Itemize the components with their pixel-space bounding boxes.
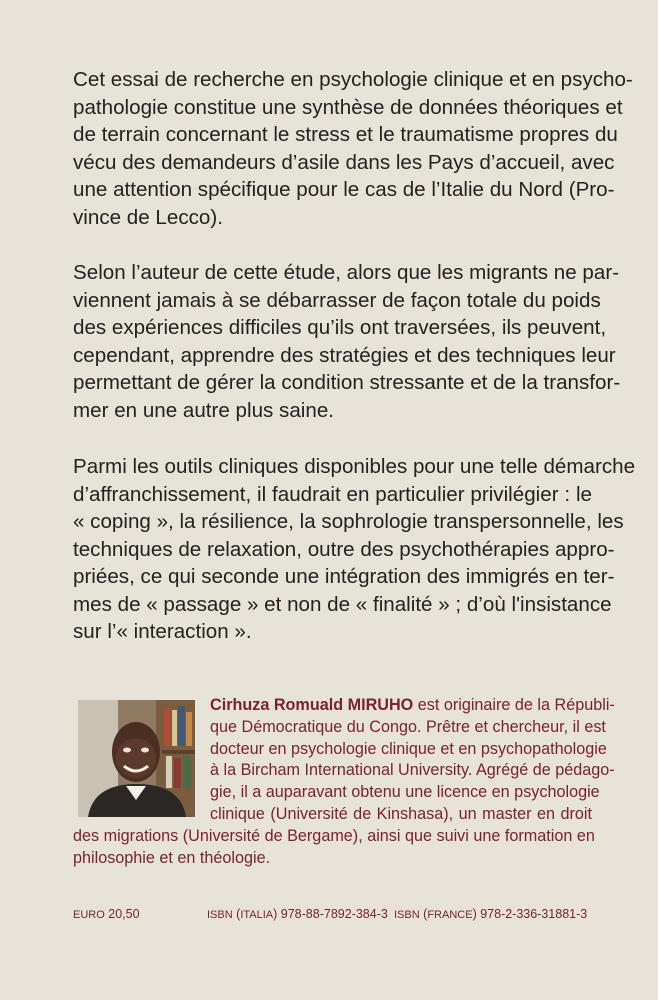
text-line: cependant, apprendre des stratégies et des techniques leur — [73, 343, 616, 367]
text-line: Selon l’auteur de cette étude, alors que les migrants ne par- — [73, 261, 620, 284]
bio-line: Cirhuza Romuald MIRUHO est originaire de la Républi- — [210, 696, 615, 714]
text-line: techniques de relaxation, outre des psychothérapies appro- — [73, 537, 615, 561]
text-line: une attention spécifique pour le cas de l’Italie du Nord (Pro- — [73, 178, 615, 201]
text-line: viennent jamais à se débarrasser de façon totale du poids — [73, 288, 601, 312]
price-label: EURO 20,50 — [73, 907, 140, 921]
blurb-paragraph-3 — [73, 453, 636, 646]
author-photo — [78, 700, 195, 817]
bio-line: que Démocratique du Congo. Prêtre et chercheur, il est — [210, 717, 606, 736]
text-line: de terrain concernant le stress et le traumatisme propres du — [73, 123, 618, 146]
blurb-paragraph-2 — [73, 259, 621, 424]
bio-line: clinique (Université de Kinshasa), un master en droit — [210, 805, 592, 823]
text-line: vince de Lecco). — [73, 205, 223, 229]
text-line: mes de « passage » et non de « finalité » ; d’où l'insistance — [73, 592, 612, 616]
isbn-italia: ISBN (ITALIA) 978-88-7892-384-3 — [207, 907, 388, 921]
bio-line: philosophie et en théologie. — [73, 848, 271, 867]
blurb-paragraph-1 — [73, 66, 633, 231]
text-line: d’affranchissement, il faudrait en particulier privilégier : le — [73, 482, 592, 506]
bio-line: docteur en psychologie clinique et en psychopathologie — [210, 739, 607, 758]
text-line: vécu des demandeurs d’asile dans les Pays d’accueil, avec — [73, 150, 615, 174]
text-line: sur l’« interaction ». — [73, 620, 252, 643]
author-name: Cirhuza Romuald MIRUHO — [210, 696, 414, 714]
author-portrait-illustration — [78, 700, 195, 817]
bio-line: des migrations (Université de Bergame), ainsi que suivi une formation en — [73, 826, 595, 845]
text-line: Cet essai de recherche en psychologie clinique et en psycho- — [73, 68, 633, 91]
bio-line: gie, il a auparavant obtenu une licence en psychologie — [210, 783, 600, 802]
isbn-france: ISBN (FRANCE) 978-2-336-31881-3 — [394, 907, 588, 921]
bio-line: à la Bircham International University. Agrégé de pédago- — [210, 761, 615, 780]
text-line: « coping », la résilience, la sophrologie transpersonnelle, les — [73, 510, 624, 533]
text-line: permettant de gérer la condition stressante et de la transfor- — [73, 371, 621, 394]
text-line: des expériences difficiles qu’ils ont traversées, ils peuvent, — [73, 316, 607, 339]
text-line: pathologie constitue une synthèse de données théoriques et — [73, 95, 623, 119]
text-line: priées, ce qui seconde une intégration des immigrés en ter- — [73, 565, 615, 588]
text-line: Parmi les outils cliniques disponibles pour une telle démarche — [73, 455, 636, 478]
text-line: mer en une autre plus saine. — [73, 398, 335, 422]
